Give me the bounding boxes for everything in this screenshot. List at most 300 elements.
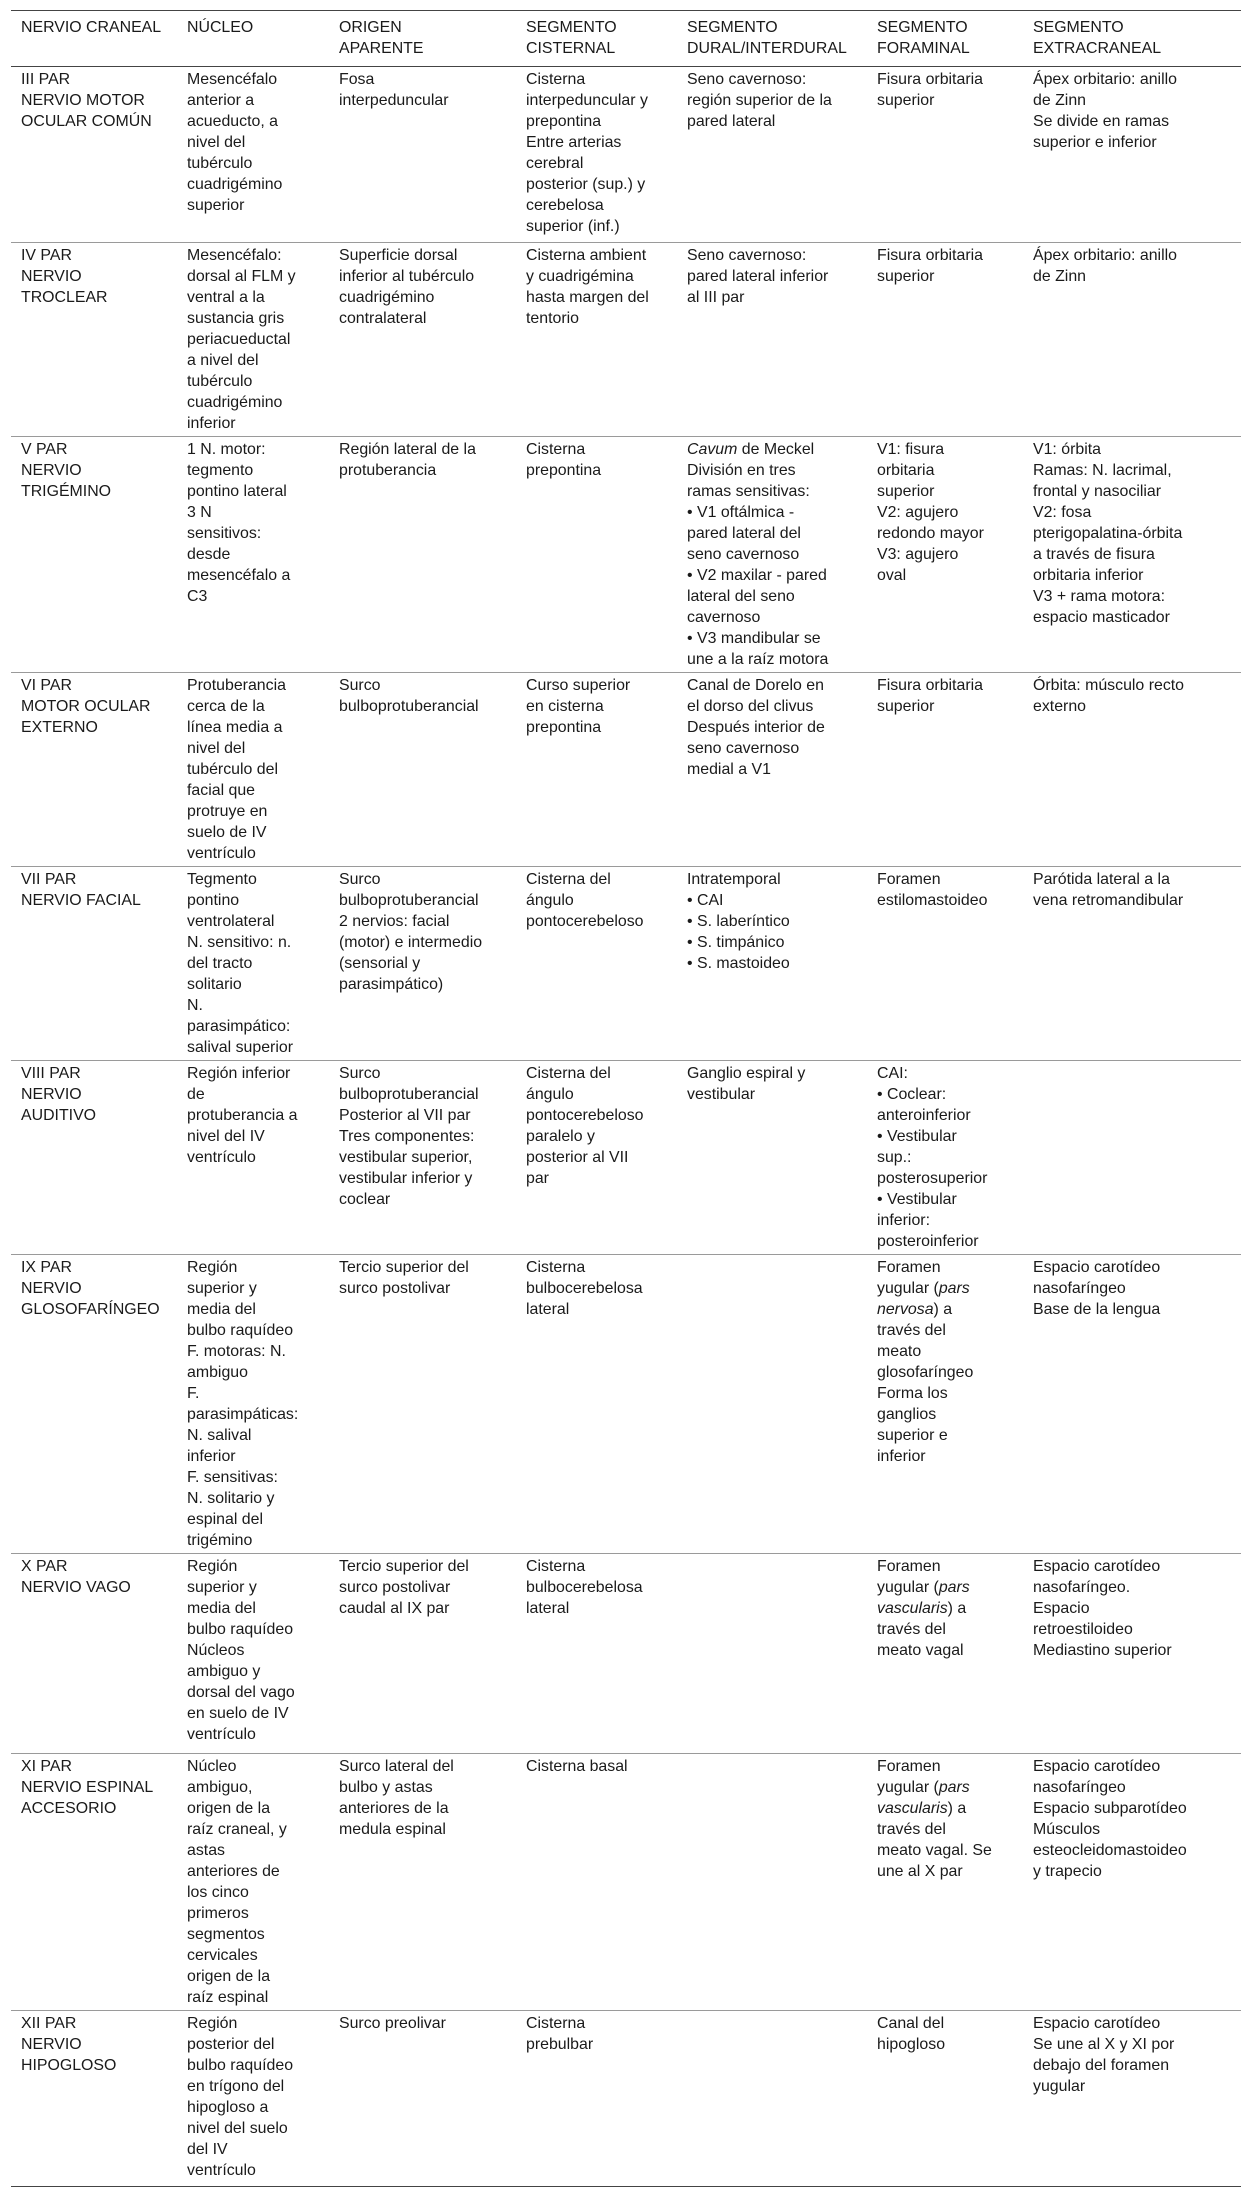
header-origen-aparente: ORIGEN APARENTE <box>339 19 424 57</box>
cell-line: de <box>187 1086 205 1103</box>
cell-nervio-craneal <box>11 1255 177 1554</box>
cell-nervio-craneal <box>11 1061 177 1255</box>
cell-line: V2: agujero <box>877 504 959 521</box>
cell-line: coclear <box>339 1191 391 1208</box>
cell-line: astas <box>187 1842 225 1859</box>
cell-line: vestibular superior, <box>339 1149 473 1166</box>
cell-nucleo <box>177 67 329 243</box>
cell-line: • CAI <box>687 892 724 909</box>
cell-line: pared lateral del <box>687 525 801 542</box>
cell-line: medial a V1 <box>687 761 771 778</box>
cell-line: sup.: <box>877 1149 912 1166</box>
cell-line: lateral <box>526 1301 570 1318</box>
cell-segmento-cisternal <box>516 867 677 1061</box>
cell-line: V1: fisura <box>877 441 945 458</box>
cell-line: superior y <box>187 1280 257 1297</box>
cell-line: VII PAR <box>21 871 77 888</box>
cell-line: superior e <box>877 1427 948 1444</box>
cell-line: Tercio superior del <box>339 1558 469 1575</box>
cell-line: estilomastoideo <box>877 892 988 909</box>
cell-line: través del <box>877 1322 946 1339</box>
cell-line: NERVIO FACIAL <box>21 892 141 909</box>
cell-segmento-extracraneal <box>1023 673 1241 867</box>
cell-line: interpeduncular <box>339 92 449 109</box>
cell-line: parasimpático: <box>187 1018 291 1035</box>
cell-segmento-dural <box>677 1061 867 1255</box>
cell-line: dorsal del vago <box>187 1684 295 1701</box>
cell-origen-aparente <box>329 1255 516 1554</box>
cell-line: superior <box>877 698 935 715</box>
cell-segmento-dural <box>677 243 867 437</box>
cell-line: el dorso del clivus <box>687 698 814 715</box>
cell-line: superior (inf.) <box>526 218 620 235</box>
cell-segmento-dural <box>677 673 867 867</box>
header-segmento-foraminal: SEGMENTO FORAMINAL <box>877 19 970 57</box>
cell-segmento-extracraneal <box>1023 2011 1241 2187</box>
cell-line: Ramas: N. lacrimal, <box>1033 462 1172 479</box>
cell-line: C3 <box>187 588 208 605</box>
cell-line: contralateral <box>339 310 427 327</box>
cell-segmento-extracraneal <box>1023 67 1241 243</box>
cell-segmento-dural <box>677 437 867 673</box>
cell-line: ambiguo, <box>187 1779 253 1796</box>
cell-line: bulboprotuberancial <box>339 892 479 909</box>
cell-line: ambiguo y <box>187 1663 261 1680</box>
cell-line: superior y <box>187 1579 257 1596</box>
cell-line: pared lateral <box>687 113 776 130</box>
cell-line: inferior al tubérculo <box>339 268 475 285</box>
cell-line: (motor) e intermedio <box>339 934 483 951</box>
cell-line: Espacio carotídeo <box>1033 1558 1161 1575</box>
cell-line: Músculos <box>1033 1821 1101 1838</box>
table-row <box>11 673 1241 867</box>
cell-line: Fisura orbitaria <box>877 677 983 694</box>
cell-line: IV PAR <box>21 247 72 264</box>
cell-line: inferior <box>187 415 236 432</box>
cell-line: Cavum de Meckel <box>687 441 815 458</box>
cell-line: Cisterna basal <box>526 1758 628 1775</box>
cell-line: Se une al X y XI por <box>1033 2036 1175 2053</box>
table-row <box>11 2011 1241 2187</box>
header-segmento-extracraneal: SEGMENTO EXTRACRANEAL <box>1033 19 1162 57</box>
cell-line: bulbo raquídeo <box>187 2057 294 2074</box>
cell-segmento-cisternal <box>516 67 677 243</box>
cell-nucleo <box>177 1255 329 1554</box>
cell-line: NERVIO <box>21 462 82 479</box>
cell-line: • V3 mandibular se <box>687 630 821 647</box>
cell-line: esteocleidomastoideo <box>1033 1842 1187 1859</box>
cell-nucleo <box>177 2011 329 2187</box>
cell-line: inferior: <box>877 1212 930 1229</box>
cell-line: ventral a la <box>187 289 265 306</box>
cranial-nerves-table-container <box>11 10 1241 2187</box>
cell-segmento-dural <box>677 67 867 243</box>
cell-line: TRIGÉMINO <box>21 483 112 500</box>
cell-line: Ápex orbitario: anillo <box>1033 71 1177 88</box>
cell-line: Región <box>187 1259 238 1276</box>
cell-line: inferior <box>877 1448 926 1465</box>
cell-line: Cisterna <box>526 1259 586 1276</box>
cell-line: bulbo raquídeo <box>187 1322 294 1339</box>
cell-nucleo <box>177 673 329 867</box>
cell-line: en cisterna <box>526 698 604 715</box>
cell-line: espinal del <box>187 1511 263 1528</box>
cell-line: paralelo y <box>526 1128 595 1145</box>
cell-line: caudal al IX par <box>339 1600 450 1617</box>
cell-line: de Zinn <box>1033 92 1087 109</box>
cell-line: Tegmento <box>187 871 257 888</box>
cell-line: cervicales <box>187 1947 258 1964</box>
cell-line: ambiguo <box>187 1364 248 1381</box>
cell-line: VI PAR <box>21 677 72 694</box>
cell-segmento-dural <box>677 867 867 1061</box>
cell-segmento-foraminal <box>867 673 1023 867</box>
cell-origen-aparente <box>329 243 516 437</box>
cell-line: superior e inferior <box>1033 134 1157 151</box>
cell-line: al III par <box>687 289 745 306</box>
cell-line: TROCLEAR <box>21 289 108 306</box>
cell-line: tegmento <box>187 462 254 479</box>
cell-line: superior <box>877 92 935 109</box>
cell-nervio-craneal <box>11 2011 177 2187</box>
table-row <box>11 243 1241 437</box>
cell-line: pared lateral inferior <box>687 268 829 285</box>
cell-line: Ganglio espiral y <box>687 1065 806 1082</box>
cell-line: vascularis) a <box>877 1600 967 1617</box>
cell-line: frontal y nasociliar <box>1033 483 1162 500</box>
cell-nucleo <box>177 867 329 1061</box>
cell-line: Forma los <box>877 1385 948 1402</box>
cell-nervio-craneal <box>11 243 177 437</box>
table-row <box>11 1754 1241 2011</box>
cell-origen-aparente <box>329 1554 516 1754</box>
table-row <box>11 437 1241 673</box>
cell-origen-aparente <box>329 867 516 1061</box>
cell-line: vascularis) a <box>877 1800 967 1817</box>
cell-line: trigémino <box>187 1532 253 1549</box>
cell-nervio-craneal <box>11 67 177 243</box>
cell-line: V3 + rama motora: <box>1033 588 1166 605</box>
cell-line: media del <box>187 1600 256 1617</box>
cell-line: V PAR <box>21 441 68 458</box>
cell-line: (sensorial y <box>339 955 421 972</box>
cell-line: medula espinal <box>339 1821 446 1838</box>
cell-line: acueducto, a <box>187 113 278 130</box>
cell-segmento-foraminal <box>867 1061 1023 1255</box>
cell-line: dorsal al FLM y <box>187 268 296 285</box>
cell-line: Seno cavernoso: <box>687 247 807 264</box>
cell-line: tubérculo del <box>187 761 278 778</box>
cell-line: Superficie dorsal <box>339 247 458 264</box>
cell-line: tentorio <box>526 310 580 327</box>
cell-line: Surco <box>339 1065 381 1082</box>
cell-line: Órbita: músculo recto <box>1033 677 1185 694</box>
cell-origen-aparente <box>329 437 516 673</box>
cell-line: Espacio <box>1033 1600 1090 1617</box>
cell-line: XII PAR <box>21 2015 77 2032</box>
cell-line: N. salival <box>187 1427 252 1444</box>
cell-line: parasimpáticas: <box>187 1406 299 1423</box>
cell-line: lateral del seno <box>687 588 795 605</box>
cell-line: bulboprotuberancial <box>339 1086 479 1103</box>
cell-segmento-foraminal <box>867 67 1023 243</box>
cell-line: cerebral <box>526 155 584 172</box>
cell-line: hipogloso <box>877 2036 946 2053</box>
cell-segmento-extracraneal <box>1023 1554 1241 1754</box>
cell-line: ventrículo <box>187 1149 256 1166</box>
cell-line: • V1 oftálmica - <box>687 504 795 521</box>
cell-line: protruye en <box>187 803 268 820</box>
cell-line: cerebelosa <box>526 197 604 214</box>
cell-line: pontino <box>187 892 240 909</box>
cell-line: nivel del <box>187 740 246 757</box>
cell-line: anteriores de <box>187 1863 280 1880</box>
cell-line: Fisura orbitaria <box>877 71 983 88</box>
cell-line: prepontina <box>526 719 602 736</box>
cell-line: ganglios <box>877 1406 937 1423</box>
cell-line: Cisterna <box>526 2015 586 2032</box>
cell-line: nasofaríngeo <box>1033 1280 1126 1297</box>
cell-line: tubérculo <box>187 155 253 172</box>
cell-segmento-extracraneal <box>1023 867 1241 1061</box>
table-row <box>11 1554 1241 1754</box>
cell-line: Cisterna ambient <box>526 247 647 264</box>
cell-line: nervosa) a <box>877 1301 953 1318</box>
cell-line: N. solitario y <box>187 1490 275 1507</box>
cell-segmento-extracraneal <box>1023 243 1241 437</box>
cell-line: media del <box>187 1301 256 1318</box>
cell-line: posterior del <box>187 2036 275 2053</box>
cell-line: pterigopalatina-órbita <box>1033 525 1183 542</box>
cell-line: Surco lateral del <box>339 1758 454 1775</box>
cell-line: posteroinferior <box>877 1233 979 1250</box>
cell-line: glosofaríngeo <box>877 1364 974 1381</box>
cell-line: cuadrigémino <box>339 289 435 306</box>
cell-line: Canal del <box>877 2015 945 2032</box>
cell-line: origen de la <box>187 1968 271 1985</box>
cell-line: Ápex orbitario: anillo <box>1033 247 1177 264</box>
cell-line: • Coclear: <box>877 1086 947 1103</box>
header-segmento-cisternal: SEGMENTO CISTERNAL <box>526 19 617 57</box>
cell-segmento-dural <box>677 1754 867 2011</box>
cell-line: • S. mastoideo <box>687 955 790 972</box>
cell-line: V2: fosa <box>1033 504 1092 521</box>
cell-line: Tres componentes: <box>339 1128 475 1145</box>
cell-line: NERVIO ESPINAL <box>21 1779 154 1796</box>
cell-line: une a la raíz motora <box>687 651 829 668</box>
cell-line: • Vestibular <box>877 1128 957 1145</box>
cell-line: protuberancia <box>339 462 437 479</box>
cell-line: Foramen <box>877 1558 941 1575</box>
cell-line: Después interior de <box>687 719 825 736</box>
cell-line: Entre arterias <box>526 134 622 151</box>
cell-segmento-foraminal <box>867 2011 1023 2187</box>
cell-line: orbitaria inferior <box>1033 567 1144 584</box>
cell-line: pontocerebeloso <box>526 913 644 930</box>
cell-line: IX PAR <box>21 1259 72 1276</box>
cell-line: Región <box>187 1558 238 1575</box>
cell-line: par <box>526 1170 549 1187</box>
cell-line: retroestiloideo <box>1033 1621 1133 1638</box>
cell-line: del IV <box>187 2141 228 2158</box>
cell-segmento-cisternal <box>516 437 677 673</box>
cell-line: nivel del IV <box>187 1128 265 1145</box>
cell-line: Posterior al VII par <box>339 1107 471 1124</box>
cell-line: 2 nervios: facial <box>339 913 450 930</box>
cell-segmento-extracraneal <box>1023 1061 1241 1255</box>
cell-line: Espacio carotídeo <box>1033 1758 1161 1775</box>
cell-line: • S. laberíntico <box>687 913 790 930</box>
cell-line: y cuadrigémina <box>526 268 634 285</box>
cell-origen-aparente <box>329 67 516 243</box>
cell-line: HIPOGLOSO <box>21 2057 117 2074</box>
cell-line: salival superior <box>187 1039 293 1056</box>
cell-line: cerca de la <box>187 698 265 715</box>
cell-line: través del <box>877 1821 946 1838</box>
cell-line: Surco <box>339 871 381 888</box>
cell-line: meato vagal <box>877 1642 964 1659</box>
cell-line: ACCESORIO <box>21 1800 117 1817</box>
cell-segmento-dural <box>677 1554 867 1754</box>
cell-line: oval <box>877 567 907 584</box>
cell-line: Base de la lengua <box>1033 1301 1161 1318</box>
cell-line: lateral <box>526 1600 570 1617</box>
cell-segmento-cisternal <box>516 2011 677 2187</box>
cell-line: posterior (sup.) y <box>526 176 646 193</box>
cell-line: origen de la <box>187 1800 271 1817</box>
cell-line: N. <box>187 997 203 1014</box>
cell-line: seno cavernoso <box>687 740 800 757</box>
cell-origen-aparente <box>329 1754 516 2011</box>
cell-line: anteroinferior <box>877 1107 971 1124</box>
cell-line: Fosa <box>339 71 375 88</box>
cell-line: anterior a <box>187 92 255 109</box>
cell-line: surco postolivar <box>339 1280 451 1297</box>
cell-line: Tercio superior del <box>339 1259 469 1276</box>
header-nervio-craneal: NERVIO CRANEAL <box>21 19 162 36</box>
cell-line: Intratemporal <box>687 871 781 888</box>
cell-nucleo <box>177 437 329 673</box>
cell-nucleo <box>177 1554 329 1754</box>
cell-line: Foramen <box>877 871 941 888</box>
cell-line: bulboprotuberancial <box>339 698 479 715</box>
cell-segmento-foraminal <box>867 1754 1023 2011</box>
cell-line: Núcleos <box>187 1642 245 1659</box>
cell-line: posterosuperior <box>877 1170 988 1187</box>
cell-line: • Vestibular <box>877 1191 957 1208</box>
cell-line: pontocerebeloso <box>526 1107 644 1124</box>
cell-line: NERVIO <box>21 268 82 285</box>
cell-line: surco postolivar <box>339 1579 451 1596</box>
cell-line: hipogloso a <box>187 2099 269 2116</box>
cell-line: hasta margen del <box>526 289 649 306</box>
cell-line: Espacio carotídeo <box>1033 2015 1161 2032</box>
cell-line: V3: agujero <box>877 546 959 563</box>
cell-line: del tracto <box>187 955 253 972</box>
cell-line: prepontina <box>526 462 602 479</box>
cell-line: los cinco <box>187 1884 249 1901</box>
cell-line: Mesencéfalo <box>187 71 278 88</box>
cell-line: raíz craneal, y <box>187 1821 287 1838</box>
cell-line: XI PAR <box>21 1758 72 1775</box>
cell-nervio-craneal <box>11 437 177 673</box>
cell-line: nasofaríngeo <box>1033 1779 1126 1796</box>
cell-line: Núcleo <box>187 1758 237 1775</box>
cell-line: Región <box>187 2015 238 2032</box>
table-row <box>11 1255 1241 1554</box>
cell-line: orbitaria <box>877 462 935 479</box>
cell-line: bulbocerebelosa <box>526 1579 643 1596</box>
cell-line: yugular (pars <box>877 1280 970 1297</box>
cell-line: de Zinn <box>1033 268 1087 285</box>
cell-line: interpeduncular y <box>526 92 648 109</box>
cell-segmento-cisternal <box>516 673 677 867</box>
cell-line: yugular (pars <box>877 1779 970 1796</box>
cell-line: NERVIO MOTOR <box>21 92 145 109</box>
cell-line: en suelo de IV <box>187 1705 289 1722</box>
cell-line: NERVIO <box>21 2036 82 2053</box>
header-segmento-dural: SEGMENTO DURAL/INTERDURAL <box>687 19 847 57</box>
cell-line: pontino lateral <box>187 483 287 500</box>
cell-line: Espacio subparotídeo <box>1033 1800 1187 1817</box>
cell-line: meato <box>877 1343 922 1360</box>
cell-line: vestibular inferior y <box>339 1170 473 1187</box>
cell-line: cavernoso <box>687 609 761 626</box>
cell-line: nivel del <box>187 134 246 151</box>
cell-line: cuadrigémino <box>187 176 283 193</box>
cell-nucleo <box>177 1061 329 1255</box>
cell-origen-aparente <box>329 2011 516 2187</box>
cell-line: Se divide en ramas <box>1033 113 1170 130</box>
cell-line: en trígono del <box>187 2078 285 2095</box>
cell-line: 1 N. motor: <box>187 441 266 458</box>
cell-segmento-extracraneal <box>1023 1754 1241 2011</box>
cell-line: V1: órbita <box>1033 441 1102 458</box>
cell-line: externo <box>1033 698 1087 715</box>
cell-line: F. sensitivas: <box>187 1469 278 1486</box>
cell-line: a través de fisura <box>1033 546 1155 563</box>
cell-line: Cisterna del <box>526 1065 611 1082</box>
cell-line: parasimpático) <box>339 976 444 993</box>
cell-line: Surco <box>339 677 381 694</box>
cell-line: Seno cavernoso: <box>687 71 807 88</box>
cell-line: F. <box>187 1385 200 1402</box>
cell-line: EXTERNO <box>21 719 98 736</box>
cell-segmento-dural <box>677 2011 867 2187</box>
cell-line: posterior al VII <box>526 1149 629 1166</box>
cell-line: ramas sensitivas: <box>687 483 810 500</box>
cell-line: Parótida lateral a la <box>1033 871 1170 888</box>
cell-line: inferior <box>187 1448 236 1465</box>
cell-line: une al X par <box>877 1863 963 1880</box>
cell-line: sustancia gris <box>187 310 285 327</box>
cell-nervio-craneal <box>11 1554 177 1754</box>
table-header-row <box>11 11 1241 67</box>
cell-line: suelo de IV <box>187 824 267 841</box>
cell-line: vestibular <box>687 1086 756 1103</box>
cell-segmento-cisternal <box>516 1554 677 1754</box>
cell-line: línea media a <box>187 719 283 736</box>
cell-line: Región inferior <box>187 1065 291 1082</box>
cell-line: solitario <box>187 976 242 993</box>
cell-line: X PAR <box>21 1558 68 1575</box>
cell-line: NERVIO VAGO <box>21 1579 131 1596</box>
cell-line: vena retromandibular <box>1033 892 1184 909</box>
cell-line: Cisterna del <box>526 871 611 888</box>
cell-line: periacueductal <box>187 331 291 348</box>
cell-line: facial que <box>187 782 256 799</box>
cell-line: cuadrigémino <box>187 394 283 411</box>
